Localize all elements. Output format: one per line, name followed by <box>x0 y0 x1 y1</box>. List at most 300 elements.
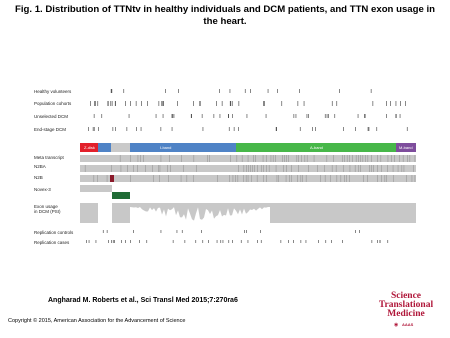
exon-stripe <box>229 175 230 182</box>
exon-stripe <box>187 175 188 182</box>
exon-stripe <box>394 155 395 162</box>
variant-tick <box>141 127 142 131</box>
exon-stripe <box>331 175 332 182</box>
variant-tick <box>238 127 239 131</box>
variant-tick <box>331 240 332 243</box>
exon-stripe <box>368 155 369 162</box>
variant-tick <box>163 101 164 106</box>
variant-tick <box>222 101 223 106</box>
variant-tick <box>307 114 308 118</box>
variant-tick <box>260 230 261 233</box>
exon-stripe <box>250 165 251 172</box>
variant-tick <box>125 101 126 106</box>
exon-stripe <box>369 165 370 172</box>
variant-tick <box>103 230 104 233</box>
exon-stripe <box>344 175 345 182</box>
exon-stripe <box>138 155 139 162</box>
variant-tick <box>377 240 378 243</box>
aaas-icon: ◉ <box>394 322 399 328</box>
exon-stripe <box>266 175 267 182</box>
variant-tick <box>325 240 326 243</box>
exon-stripe <box>246 175 247 182</box>
exon-stripe <box>263 175 264 182</box>
variant-tick <box>318 240 319 243</box>
variant-tick <box>161 101 162 106</box>
variant-tick <box>174 114 175 118</box>
exon-stripe <box>273 155 274 162</box>
domain-label-zdisk: Z-disk <box>84 145 95 150</box>
exon-stripe <box>251 175 252 182</box>
variant-tick <box>336 101 337 106</box>
variant-tick <box>327 114 328 118</box>
exon-stripe <box>120 155 121 162</box>
exon-stripe <box>143 155 144 162</box>
variant-tick <box>108 101 109 106</box>
variant-tick <box>93 127 94 131</box>
variant-tick <box>214 114 215 118</box>
variant-tick <box>110 101 111 106</box>
variant-tick <box>248 240 249 243</box>
exon-stripe <box>278 175 279 182</box>
exon-stripe <box>349 155 350 162</box>
exon-stripe <box>248 155 249 162</box>
label-novex3: Novex-3 <box>34 187 51 192</box>
variant-tick <box>247 114 248 118</box>
exon-stripe <box>134 165 135 172</box>
variant-tick <box>229 127 230 131</box>
variant-tick <box>306 240 307 243</box>
exon-stripe <box>373 165 374 172</box>
exon-stripe <box>305 155 306 162</box>
exon-stripe <box>352 155 353 162</box>
variant-tick <box>239 101 240 106</box>
exon-stripe <box>154 175 155 182</box>
exon-stripe <box>371 155 372 162</box>
copyright: Copyright © 2015, American Association for the Advancement of Science <box>8 318 186 324</box>
variant-tick <box>172 114 173 118</box>
variant-tick <box>261 240 262 243</box>
variant-tick <box>172 114 173 118</box>
label-population-cohorts: Population cohorts <box>34 101 72 106</box>
exon-stripe <box>403 155 404 162</box>
exon-stripe <box>343 165 344 172</box>
variant-tick <box>390 101 391 106</box>
variant-tick <box>334 114 335 118</box>
variant-tick <box>293 240 294 243</box>
n2b-unique-exon <box>110 175 114 182</box>
variant-tick <box>195 240 196 243</box>
variant-tick <box>98 127 99 131</box>
variant-tick <box>358 114 359 118</box>
exon-stripe <box>257 165 258 172</box>
variant-tick <box>376 127 377 131</box>
exon-stripe <box>336 165 337 172</box>
exon-stripe <box>237 155 238 162</box>
exon-stripe <box>415 175 416 182</box>
variant-tick <box>246 230 247 233</box>
citation: Angharad M. Roberts et al., Sci Transl Med 2015;7:270ra6 <box>48 297 238 304</box>
exon-stripe <box>284 155 285 162</box>
exon-stripe <box>130 175 131 182</box>
exon-stripe <box>365 155 366 162</box>
variant-tick <box>288 240 289 243</box>
variant-tick <box>97 101 98 106</box>
exon-stripe <box>407 155 408 162</box>
exon-stripe <box>170 165 171 172</box>
variant-tick <box>387 240 388 243</box>
variant-tick <box>139 240 140 243</box>
exon-stripe <box>363 175 364 182</box>
exon-stripe <box>196 165 197 172</box>
exon-stripe <box>381 175 382 182</box>
exon-stripe <box>291 165 292 172</box>
variant-tick <box>380 240 381 243</box>
exon-stripe <box>286 165 287 172</box>
exon-stripe <box>332 165 333 172</box>
variant-tick <box>163 114 164 118</box>
exon-stripe <box>254 165 255 172</box>
variant-tick <box>373 101 374 106</box>
exon-stripe <box>406 175 407 182</box>
novex3-track <box>80 185 112 192</box>
variant-tick <box>268 89 269 93</box>
variant-tick <box>130 101 131 106</box>
variant-tick <box>94 114 95 118</box>
exon-stripe <box>347 175 348 182</box>
variant-tick <box>220 114 221 118</box>
variant-tick <box>339 89 340 93</box>
exon-stripe <box>193 175 194 182</box>
variant-tick <box>312 127 313 131</box>
exon-stripe <box>121 165 122 172</box>
variant-tick <box>266 114 267 118</box>
exon-stripe <box>387 165 388 172</box>
variant-tick <box>125 240 126 243</box>
variant-tick <box>241 240 242 243</box>
exon-stripe <box>393 165 394 172</box>
variant-tick <box>147 101 148 106</box>
variant-tick <box>325 114 326 118</box>
exon-stripe <box>267 155 268 162</box>
exon-stripe <box>308 165 309 172</box>
variant-tick <box>245 89 246 93</box>
variant-tick <box>173 240 174 243</box>
exon-stripe <box>341 175 342 182</box>
exon-stripe <box>275 155 276 162</box>
exon-stripe <box>402 165 403 172</box>
exon-stripe <box>386 175 387 182</box>
variant-tick <box>114 240 115 243</box>
variant-tick <box>234 127 235 131</box>
exon-stripe <box>140 155 141 162</box>
variant-tick <box>371 89 372 93</box>
meta-transcript-track <box>80 155 416 162</box>
variant-tick <box>130 240 131 243</box>
n2b-track <box>80 175 416 182</box>
exon-stripe <box>292 175 293 182</box>
label-meta-transcript: Meta transcript <box>34 155 64 160</box>
variant-tick <box>115 127 116 131</box>
exon-stripe <box>381 155 382 162</box>
exon-stripe <box>160 165 161 172</box>
variant-tick <box>223 240 224 243</box>
logo-line-3: Medicine <box>387 309 425 319</box>
exon-stripe <box>347 155 348 162</box>
exon-stripe <box>246 165 247 172</box>
variant-tick <box>156 114 157 118</box>
transcript-tracks <box>80 155 416 199</box>
variant-tick <box>228 114 229 118</box>
exon-usage-track <box>80 203 416 223</box>
exon-stripe <box>283 165 284 172</box>
exon-stripe <box>97 175 98 182</box>
variant-tick <box>232 101 233 106</box>
variant-tick <box>101 114 102 118</box>
exon-stripe <box>209 155 210 162</box>
variant-tick <box>220 240 221 243</box>
exon-stripe <box>381 165 382 172</box>
exon-stripe <box>314 155 315 162</box>
exon-stripe <box>355 165 356 172</box>
exon-stripe <box>243 175 244 182</box>
variant-tick <box>115 101 116 106</box>
exon-stripe <box>127 165 128 172</box>
exon-stripe <box>391 155 392 162</box>
label-unselected-dcm: Unselected DCM <box>34 114 69 119</box>
exon-stripe <box>242 155 243 162</box>
logo-line-1: Science <box>390 291 422 301</box>
variant-tick <box>94 101 95 106</box>
exon-stripe <box>306 175 307 182</box>
exon-stripe <box>282 155 283 162</box>
exon-stripe <box>333 155 334 162</box>
exon-stripe <box>298 165 299 172</box>
exon-stripe <box>410 155 411 162</box>
variant-tick <box>95 101 96 106</box>
variant-tick <box>364 114 365 118</box>
domain-segment <box>98 143 111 152</box>
variant-tick <box>365 114 366 118</box>
exon-stripe <box>244 165 245 172</box>
variant-tick <box>400 114 401 118</box>
exon-stripe <box>130 155 131 162</box>
variant-tick <box>332 101 333 106</box>
exon-stripe <box>297 175 298 182</box>
exon-stripe <box>217 175 218 182</box>
variant-tick <box>191 114 192 118</box>
variant-tick <box>108 240 109 243</box>
variant-tick <box>355 127 356 131</box>
exon-stripe <box>263 165 264 172</box>
label-n2b: N2B <box>34 175 43 180</box>
exon-stripe <box>85 165 86 172</box>
exon-stripe <box>233 175 234 182</box>
variant-tick <box>129 114 130 118</box>
variant-tick <box>90 101 91 106</box>
exon-stripe <box>307 155 308 162</box>
exon-stripe <box>360 165 361 172</box>
variant-tick <box>161 230 162 233</box>
variant-tick <box>177 230 178 233</box>
replication-control-ticks <box>103 230 360 233</box>
exon-stripe <box>277 175 278 182</box>
exon-stripe <box>152 165 153 172</box>
exon-stripe <box>356 155 357 162</box>
variant-tick <box>250 89 251 93</box>
label-replication-cases: Replication cases <box>34 240 70 245</box>
logo-line-2: Translational <box>378 300 434 310</box>
exon-stripe <box>183 165 184 172</box>
variant-tick <box>193 101 194 106</box>
novex3-exon <box>112 192 130 199</box>
exon-stripe <box>276 165 277 172</box>
variant-tick <box>315 127 316 131</box>
exon-stripe <box>325 175 326 182</box>
figure-title: Fig. 1. Distribution of TTNtv in healthy individuals and DCM patients, and TTN exon usage in the heart. <box>14 4 436 27</box>
aaas-logo: AAAS <box>402 322 414 327</box>
variant-tick <box>276 127 277 131</box>
variant-tick <box>133 230 134 233</box>
variant-tick <box>400 101 401 106</box>
variant-tick <box>405 101 406 106</box>
exon-stripe <box>415 155 416 162</box>
variant-tick <box>342 240 343 243</box>
variant-tick <box>219 89 220 93</box>
endstage-ticks <box>88 127 407 131</box>
exon-stripe <box>269 165 270 172</box>
variant-tick <box>228 240 229 243</box>
unselected-ticks <box>94 114 401 118</box>
variant-tick <box>112 89 113 93</box>
variant-tick <box>141 101 142 106</box>
exon-stripe <box>367 175 368 182</box>
variant-tick <box>230 89 231 93</box>
exon-stripe <box>385 175 386 182</box>
variant-tick <box>96 240 97 243</box>
exon-stripe <box>238 175 239 182</box>
variant-tick <box>216 101 217 106</box>
exon-stripe <box>159 175 160 182</box>
variant-tick <box>281 240 282 243</box>
exon-stripe <box>400 155 401 162</box>
exon-stripe <box>94 175 95 182</box>
exon-stripe <box>168 175 169 182</box>
variant-tick <box>113 127 114 131</box>
replication-case-ticks <box>86 240 388 243</box>
variant-tick <box>163 101 164 106</box>
exon-stripe <box>167 165 168 172</box>
exon-stripe <box>286 175 287 182</box>
variant-tick <box>86 240 87 243</box>
exon-stripe <box>298 155 299 162</box>
psi-gap <box>98 203 112 223</box>
exon-stripe <box>377 165 378 172</box>
label-healthy-volunteers: Healthy volunteers <box>34 89 72 94</box>
exon-stripe <box>388 155 389 162</box>
exon-stripe <box>360 155 361 162</box>
variant-tick <box>232 114 233 118</box>
exon-stripe <box>111 165 112 172</box>
label-n2ba: N2BA <box>34 164 46 169</box>
exon-stripe <box>252 165 253 172</box>
variant-tick <box>201 230 202 233</box>
variant-tick <box>178 89 179 93</box>
exon-stripe <box>263 155 264 162</box>
exon-stripe <box>413 165 414 172</box>
variant-tick <box>230 101 231 106</box>
variant-tick <box>355 230 356 233</box>
label-exon-usage: Exon usage in DCM (PSI) <box>34 204 61 214</box>
variant-tick <box>112 101 113 106</box>
variant-tick <box>161 127 162 131</box>
variant-tick <box>369 127 370 131</box>
exon-stripe <box>317 165 318 172</box>
domain-label-mband: M-band <box>399 145 413 150</box>
exon-stripe <box>321 175 322 182</box>
variant-tick <box>107 230 108 233</box>
exon-stripe <box>194 155 195 162</box>
variant-tick <box>244 230 245 233</box>
exon-stripe <box>301 155 302 162</box>
exon-stripe <box>181 175 182 182</box>
track-bar <box>80 165 416 172</box>
journal-logo <box>366 292 446 319</box>
variant-tick <box>111 240 112 243</box>
label-endstage-dcm: End-stage DCM <box>34 127 67 132</box>
exon-stripe <box>255 155 256 162</box>
variant-tick <box>88 127 89 131</box>
variant-tick <box>203 127 204 131</box>
variant-tick <box>396 114 397 118</box>
variant-tick <box>165 89 166 93</box>
exon-stripe <box>350 165 351 172</box>
variant-tick <box>136 101 137 106</box>
variant-tick <box>294 114 295 118</box>
variant-tick <box>121 240 122 243</box>
variant-tick <box>185 240 186 243</box>
variant-tick <box>202 114 203 118</box>
variant-tick <box>136 127 137 131</box>
variant-tick <box>368 127 369 131</box>
variant-tick <box>264 101 265 106</box>
exon-stripe <box>337 175 338 182</box>
exon-stripe <box>358 165 359 172</box>
variant-tick <box>202 240 203 243</box>
exon-stripe <box>377 155 378 162</box>
domain-label-iband: I-band <box>160 145 172 150</box>
variant-tick <box>89 240 90 243</box>
variant-tick <box>277 89 278 93</box>
exon-stripe <box>230 155 231 162</box>
exon-stripe <box>248 175 249 182</box>
exon-stripe <box>371 165 372 172</box>
exon-stripe <box>145 165 146 172</box>
variant-tick <box>300 127 301 131</box>
variant-tick <box>199 101 200 106</box>
exon-stripe <box>253 155 254 162</box>
exon-stripe <box>248 165 249 172</box>
exon-stripe <box>412 175 413 182</box>
variant-tick <box>159 101 160 106</box>
variant-tick <box>146 240 147 243</box>
variant-tick <box>299 89 300 93</box>
exon-stripe <box>398 165 399 172</box>
exon-stripe <box>297 155 298 162</box>
exon-stripe <box>345 155 346 162</box>
exon-stripe <box>363 155 364 162</box>
variant-tick <box>123 89 124 93</box>
variant-tick <box>343 127 344 131</box>
